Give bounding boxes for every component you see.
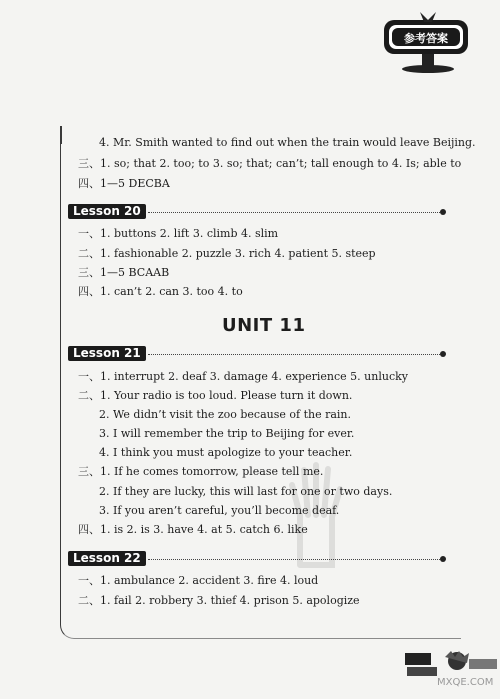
answer-line: 4. Mr. Smith wanted to find out when the train would leave Beijing. — [99, 136, 476, 149]
answer-line: 三、1—5 BCAAB — [78, 266, 170, 279]
answer-line: 4. I think you must apologize to your teacher. — [99, 446, 353, 459]
bullet-dot — [440, 556, 446, 562]
answer-line: 二、1. fail 2. robbery 3. thief 4. prison 5. apologize — [78, 594, 360, 607]
answer-line: 3. If you aren’t careful, you’ll become deaf. — [99, 504, 340, 517]
unit-title: UNIT 11 — [222, 315, 306, 336]
lesson-title: Lesson 21 — [68, 346, 146, 361]
frame-top-tick — [60, 126, 62, 144]
bullet-dot — [440, 209, 446, 215]
answer-line: 2. If they are lucky, this will last for one or two days. — [99, 485, 393, 498]
footer-cartoon-icon — [405, 651, 500, 699]
answer-line: 一、1. interrupt 2. deaf 3. damage 4. experience 5. unlucky — [78, 370, 408, 383]
answer-key-label: 参考答案 — [404, 32, 448, 45]
answer-line: 3. I will remember the trip to Beijing for ever. — [99, 427, 355, 440]
answer-line: 四、1. is 2. is 3. have 4. at 5. catch 6. like — [78, 523, 308, 536]
answer-line: 二、1. fashionable 2. puzzle 3. rich 4. patient 5. steep — [78, 247, 376, 260]
answer-line: 2. We didn’t visit the zoo because of the rain. — [99, 408, 351, 421]
lesson-title: Lesson 22 — [68, 551, 146, 566]
answer-line: 四、1—5 DECBA — [78, 177, 170, 190]
answer-line: 三、1. If he comes tomorrow, please tell me. — [78, 465, 324, 478]
dotted-rule — [148, 354, 440, 355]
dotted-rule — [148, 212, 440, 213]
footer-watermark: MXQE.COM — [437, 677, 494, 688]
lesson-21-header — [68, 346, 446, 362]
answer-line: 二、1. Your radio is too loud. Please turn it down. — [78, 389, 353, 402]
dotted-rule — [148, 559, 440, 560]
lesson-title: Lesson 20 — [68, 204, 146, 219]
lesson-20-header — [68, 204, 446, 220]
lesson-22-header — [68, 551, 446, 567]
answer-line: 四、1. can’t 2. can 3. too 4. to — [78, 285, 243, 298]
bullet-dot — [440, 351, 446, 357]
answer-line: 一、1. ambulance 2. accident 3. fire 4. loud — [78, 574, 319, 587]
answer-line: 三、1. so; that 2. too; to 3. so; that; can’t; tall enough to 4. Is; able to — [78, 157, 462, 170]
answer-key-badge — [382, 12, 470, 74]
answer-line: 一、1. buttons 2. lift 3. climb 4. slim — [78, 227, 279, 240]
